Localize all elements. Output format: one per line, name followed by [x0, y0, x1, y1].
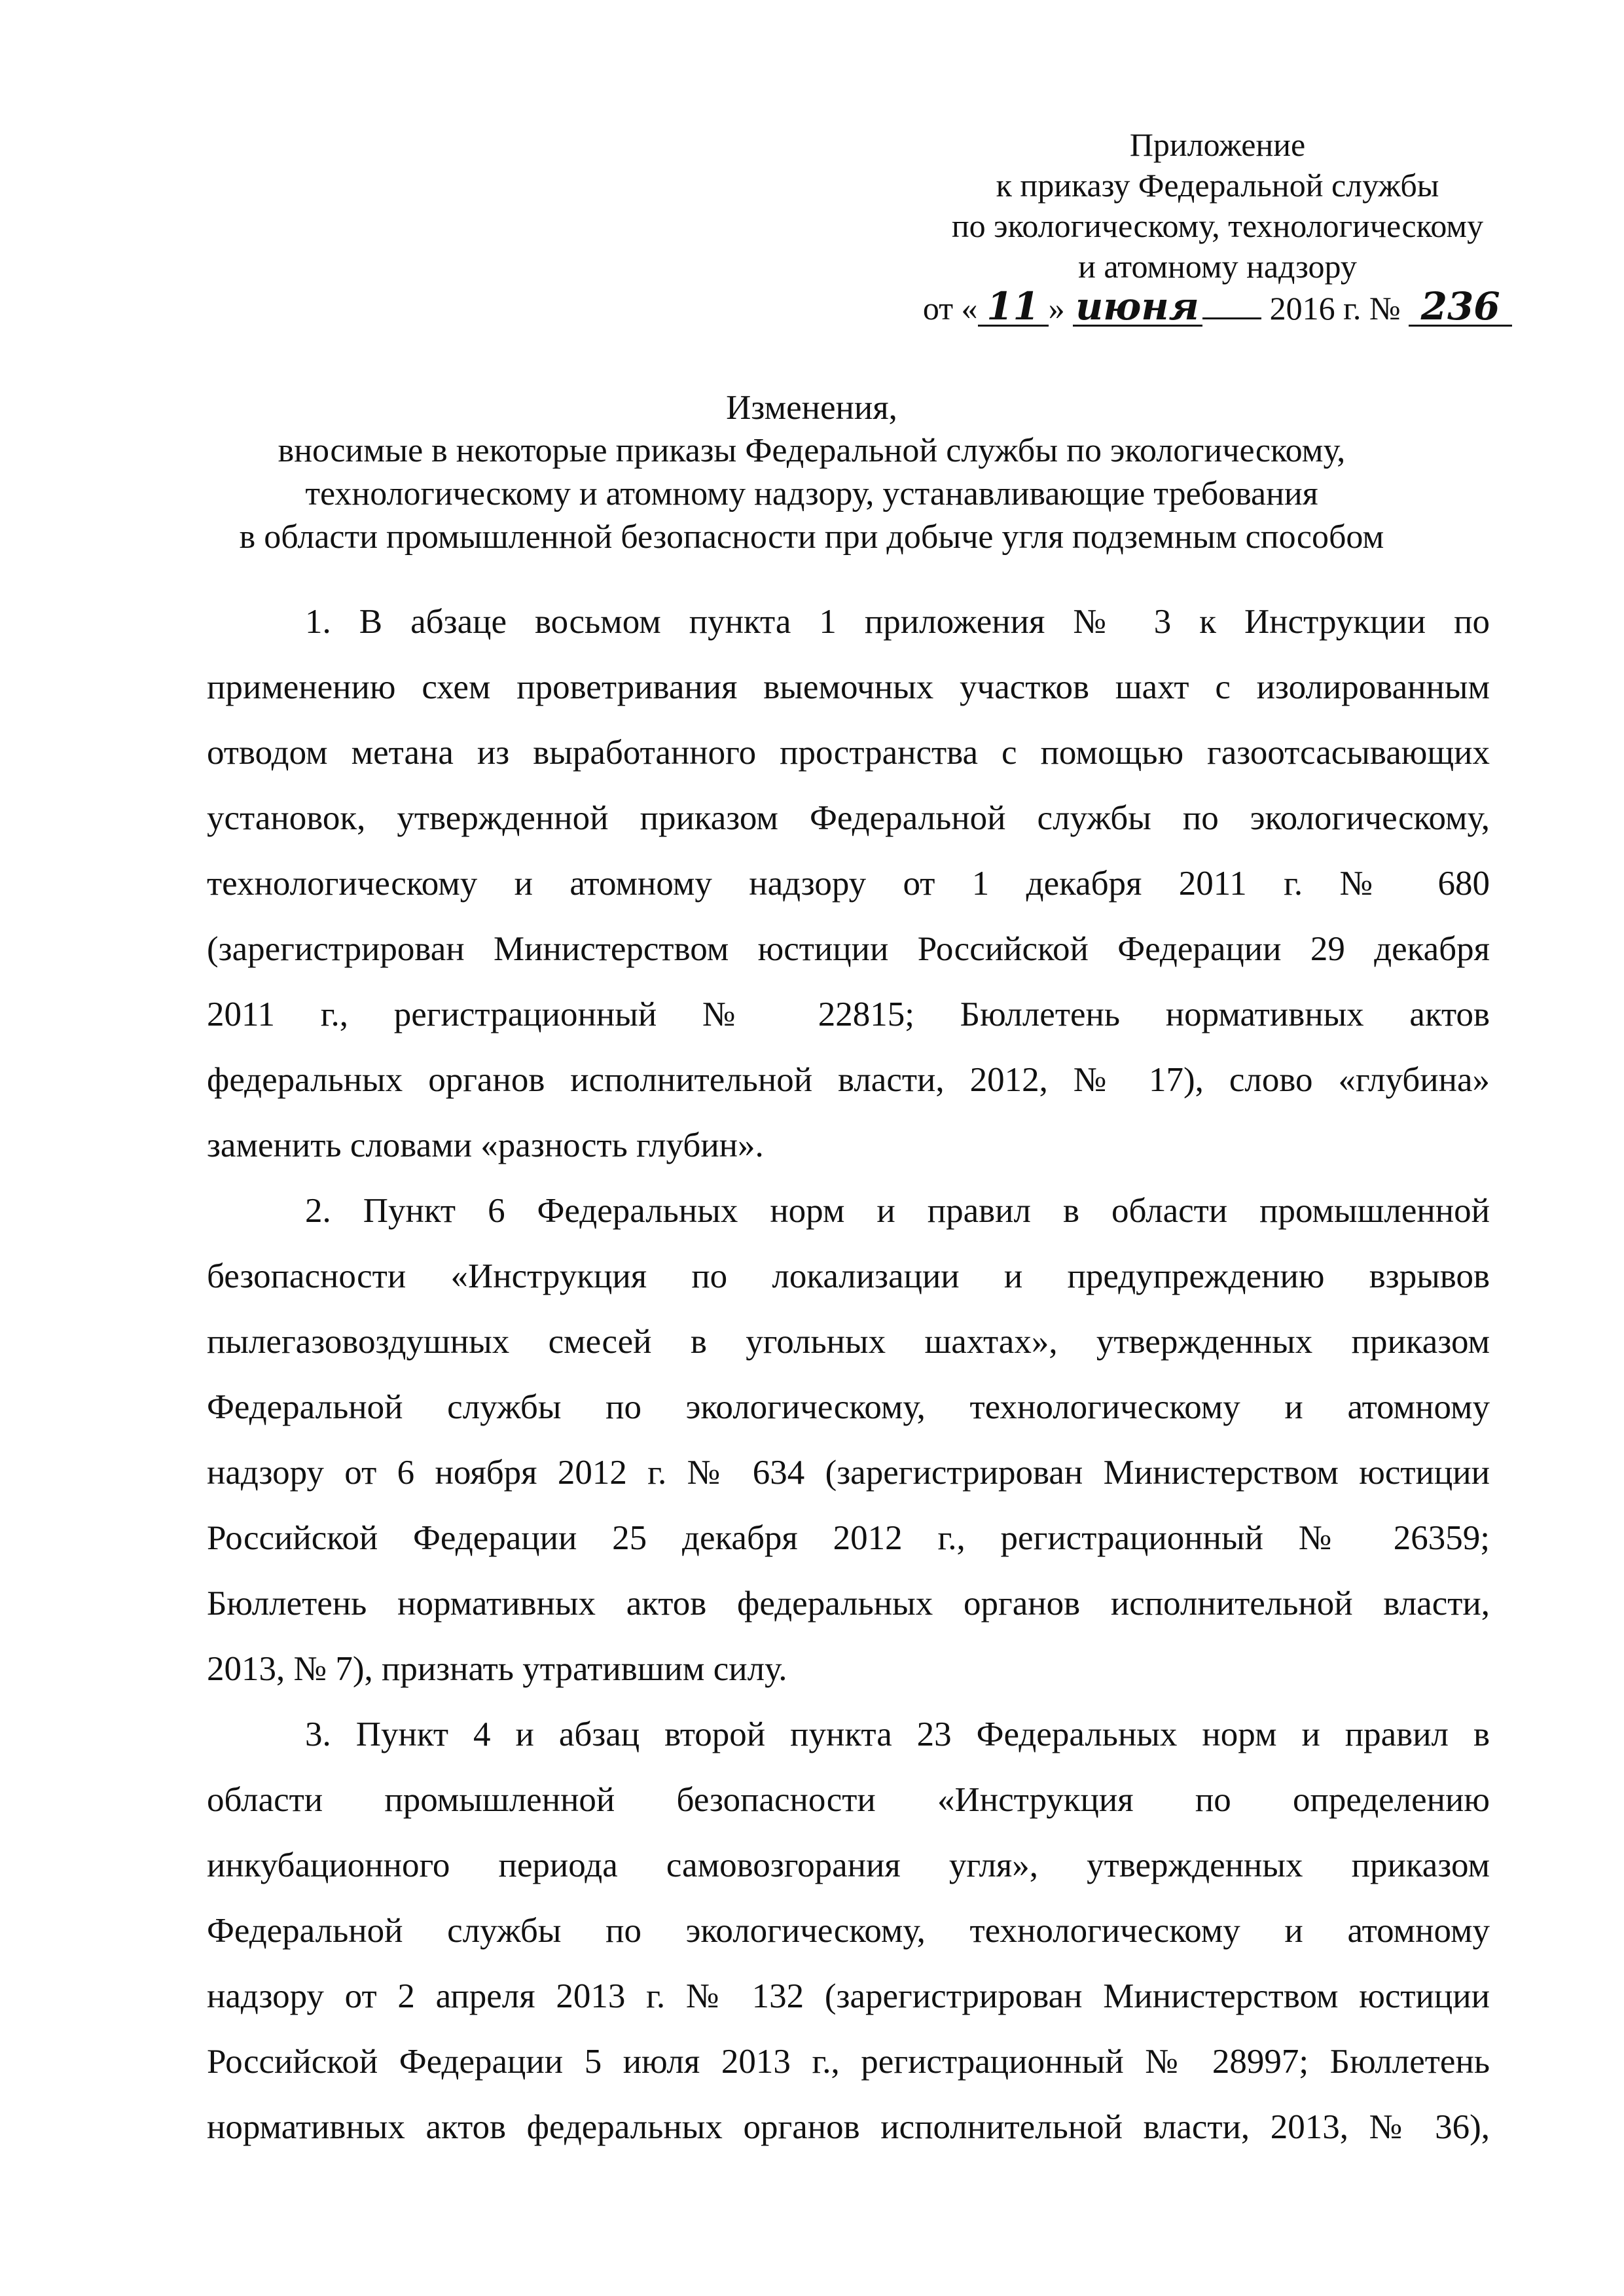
paragraph-3	[207, 1702, 1490, 2160]
appendix-service-line: по экологическому, технологическому	[951, 207, 1484, 244]
paragraph-line: установок, утвержденной приказом Федеральной службы по экологическому,	[207, 799, 1490, 837]
paragraph-line: 2013, № 7), признать утратившим силу.	[207, 1650, 787, 1688]
paragraph-line: Федеральной службы по экологическому, технологическому и атомному	[207, 1912, 1490, 1950]
paragraph-line: 3. Пункт 4 и абзац второй пункта 23 Федеральных норм и правил в	[305, 1715, 1490, 1753]
document-body	[207, 589, 1490, 2160]
paragraph-line: федеральных органов исполнительной власти, 2012, № 17), слово «глубина»	[207, 1061, 1490, 1099]
paragraph-line: 2011 г., регистрационный № 22815; Бюллетень нормативных актов	[207, 996, 1490, 1033]
appendix-supervision-line: и атомному надзору	[1078, 248, 1357, 285]
paragraph-line: области промышленной безопасности «Инструкция по определению	[207, 1781, 1490, 1819]
date-prefix: от «	[922, 290, 978, 327]
date-close: »	[1048, 290, 1065, 327]
paragraph-line: пылегазовоздушных смесей в угольных шахтах», утвержденных приказом	[207, 1323, 1490, 1361]
paragraph-line: применению схем проветривания выемочных участков шахт с изолированным	[207, 668, 1490, 706]
paragraph-2	[207, 1178, 1490, 1702]
document-title	[190, 386, 1434, 559]
paragraph-1	[207, 589, 1490, 1178]
handwritten-order-number: 236	[1409, 288, 1512, 327]
paragraph-line: Федеральной службы по экологическому, технологическому и атомному	[207, 1388, 1490, 1426]
paragraph-line: Российской Федерации 25 декабря 2012 г., регистрационный № 26359;	[207, 1519, 1490, 1557]
paragraph-line: Бюллетень нормативных актов федеральных органов исполнительной власти,	[207, 1585, 1490, 1623]
paragraph-line: 2. Пункт 6 Федеральных норм и правил в области промышленной	[305, 1192, 1490, 1230]
paragraph-line: (зарегистрирован Министерством юстиции Российской Федерации 29 декабря	[207, 930, 1490, 968]
title-heading: Изменения,	[726, 389, 897, 427]
paragraph-line: надзору от 6 ноября 2012 г. № 634 (зарегистрирован Министерством юстиции	[207, 1454, 1490, 1492]
paragraph-line: отводом метана из выработанного пространства с помощью газоотсасывающих	[207, 734, 1490, 772]
handwritten-day: 11	[978, 288, 1049, 327]
appendix-label: Приложение	[1129, 126, 1306, 163]
paragraph-line: 1. В абзаце восьмом пункта 1 приложения № 3 к Инструкции по	[305, 603, 1490, 641]
paragraph-line: Российской Федерации 5 июля 2013 г., регистрационный № 28997; Бюллетень	[207, 2043, 1490, 2081]
paragraph-line: заменить словами «разность глубин».	[207, 1126, 764, 1164]
date-underline	[1202, 291, 1261, 319]
appendix-header	[903, 124, 1532, 329]
paragraph-line: безопасности «Инструкция по локализации и предупреждению взрывов	[207, 1257, 1490, 1295]
paragraph-line: нормативных актов федеральных органов исполнительной власти, 2013, № 36),	[207, 2108, 1490, 2146]
order-date-line	[903, 284, 1532, 329]
paragraph-line: надзору от 2 апреля 2013 г. № 132 (зарегистрирован Министерством юстиции	[207, 1977, 1490, 2015]
paragraph-line: технологическому и атомному надзору от 1 декабря 2011 г. № 680	[207, 865, 1490, 903]
title-subline-1: вносимые в некоторые приказы Федеральной службы по экологическому,	[278, 432, 1346, 469]
appendix-order-ref: к приказу Федеральной службы	[996, 167, 1439, 204]
paragraph-line: инкубационного периода самовозгорания угля», утвержденных приказом	[207, 1846, 1490, 1884]
title-subline-2: технологическому и атомному надзору, устанавливающие требования	[305, 475, 1318, 512]
handwritten-month: июня	[1073, 288, 1202, 327]
title-subline-3: в области промышленной безопасности при добыче угля подземным способом	[239, 518, 1384, 556]
date-year: 2016 г. №	[1269, 290, 1401, 327]
